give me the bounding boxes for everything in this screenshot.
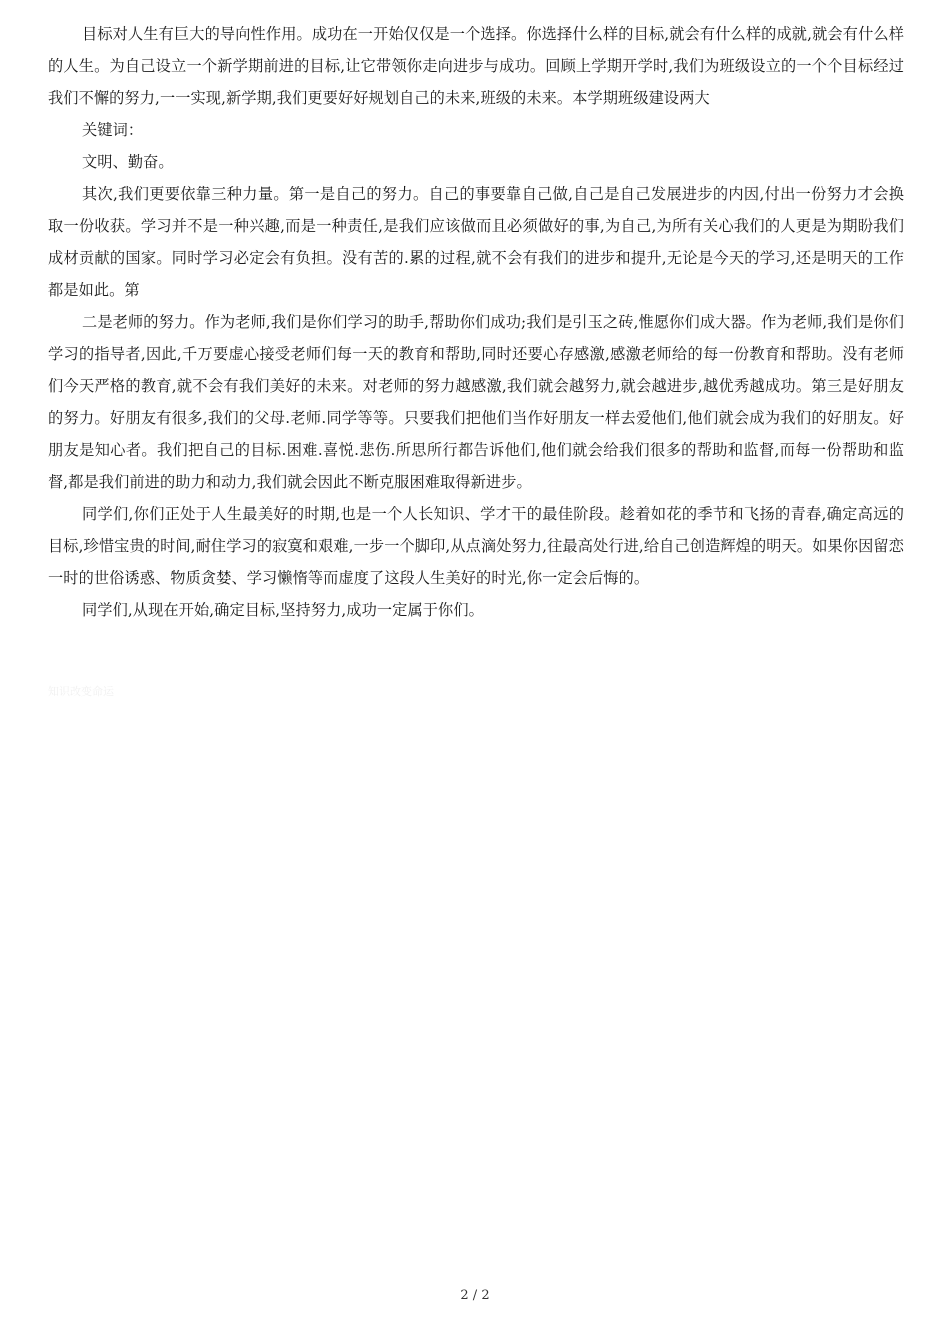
- page-number: 2 / 2: [460, 1288, 490, 1303]
- paragraph-goal-intro: 目标对人生有巨大的导向性作用。成功在一开始仅仅是一个选择。你选择什么样的目标,就会有什么样的成就,就会有什么样的人生。为自己设立一个新学期前进的目标,让它带领你走向进步与成功。回顾上学期开学时,我们为班级设立的一个个目标经过我们不懈的努力,一一实现,新学期,我们更要好好规划自己的未来,班级的未来。本学期班级建设两大: [48, 25, 904, 107]
- paragraph-own-effort: 其次,我们更要依靠三种力量。第一是自己的努力。自己的事要靠自己做,自己是自己发展进步的内因,付出一份努力才会换取一份收获。学习并不是一种兴趣,而是一种责任,是我们应该做而且必须做好的事,为自己,为所有关心我们的人更是为期盼我们成材贡献的国家。同时学习必定会有负担。没有苦的.累的过程,就不会有我们的进步和提升,无论是今天的学习,还是明天的工作都是如此。第: [48, 185, 904, 299]
- watermark-text: 知识改变命运: [48, 685, 114, 698]
- paragraph-conclusion: 同学们,从现在开始,确定目标,坚持努力,成功一定属于你们。: [82, 601, 484, 619]
- paragraph-keywords-label: 关键词：: [82, 121, 144, 139]
- document-body: [48, 18, 904, 626]
- paragraph-keywords: 文明、勤奋。: [82, 153, 174, 171]
- paragraph-teacher-friend-effort: 二是老师的努力。作为老师,我们是你们学习的助手,帮助你们成功;我们是引玉之砖,惟愿你们成大器。作为老师,我们是你们学习的指导者,因此,千万要虚心接受老师们每一天的教育和帮助,同时还要心存感激,感激老师给的每一份教育和帮助。没有老师们今天严格的教育,就不会有我们美好的未来。对老师的努力越感激,我们就会越努力,就会越进步,越优秀越成功。第三是好朋友的努力。好朋友有很多,我们的父母.老师.同学等等。只要我们把他们当作好朋友一样去爱他们,他们就会成为我们的好朋友。好朋友是知心者。我们把自己的目标.困难.喜悦.悲伤.所思所行都告诉他们,他们就会给我们很多的帮助和监督,而每一份帮助和监督,都是我们前进的助力和动力,我们就会因此不断克服困难取得新进步。: [48, 313, 904, 491]
- paragraph-best-time: 同学们,你们正处于人生最美好的时期,也是一个人长知识、学才干的最佳阶段。趁着如花的季节和飞扬的青春,确定高远的目标,珍惜宝贵的时间,耐住学习的寂寞和艰难,一步一个脚印,从点滴处努力,往最高处行进,给自己创造辉煌的明天。如果你因留恋一时的世俗诱惑、物质贪婪、学习懒惰等而虚度了这段人生美好的时光,你一定会后悔的。: [48, 505, 904, 587]
